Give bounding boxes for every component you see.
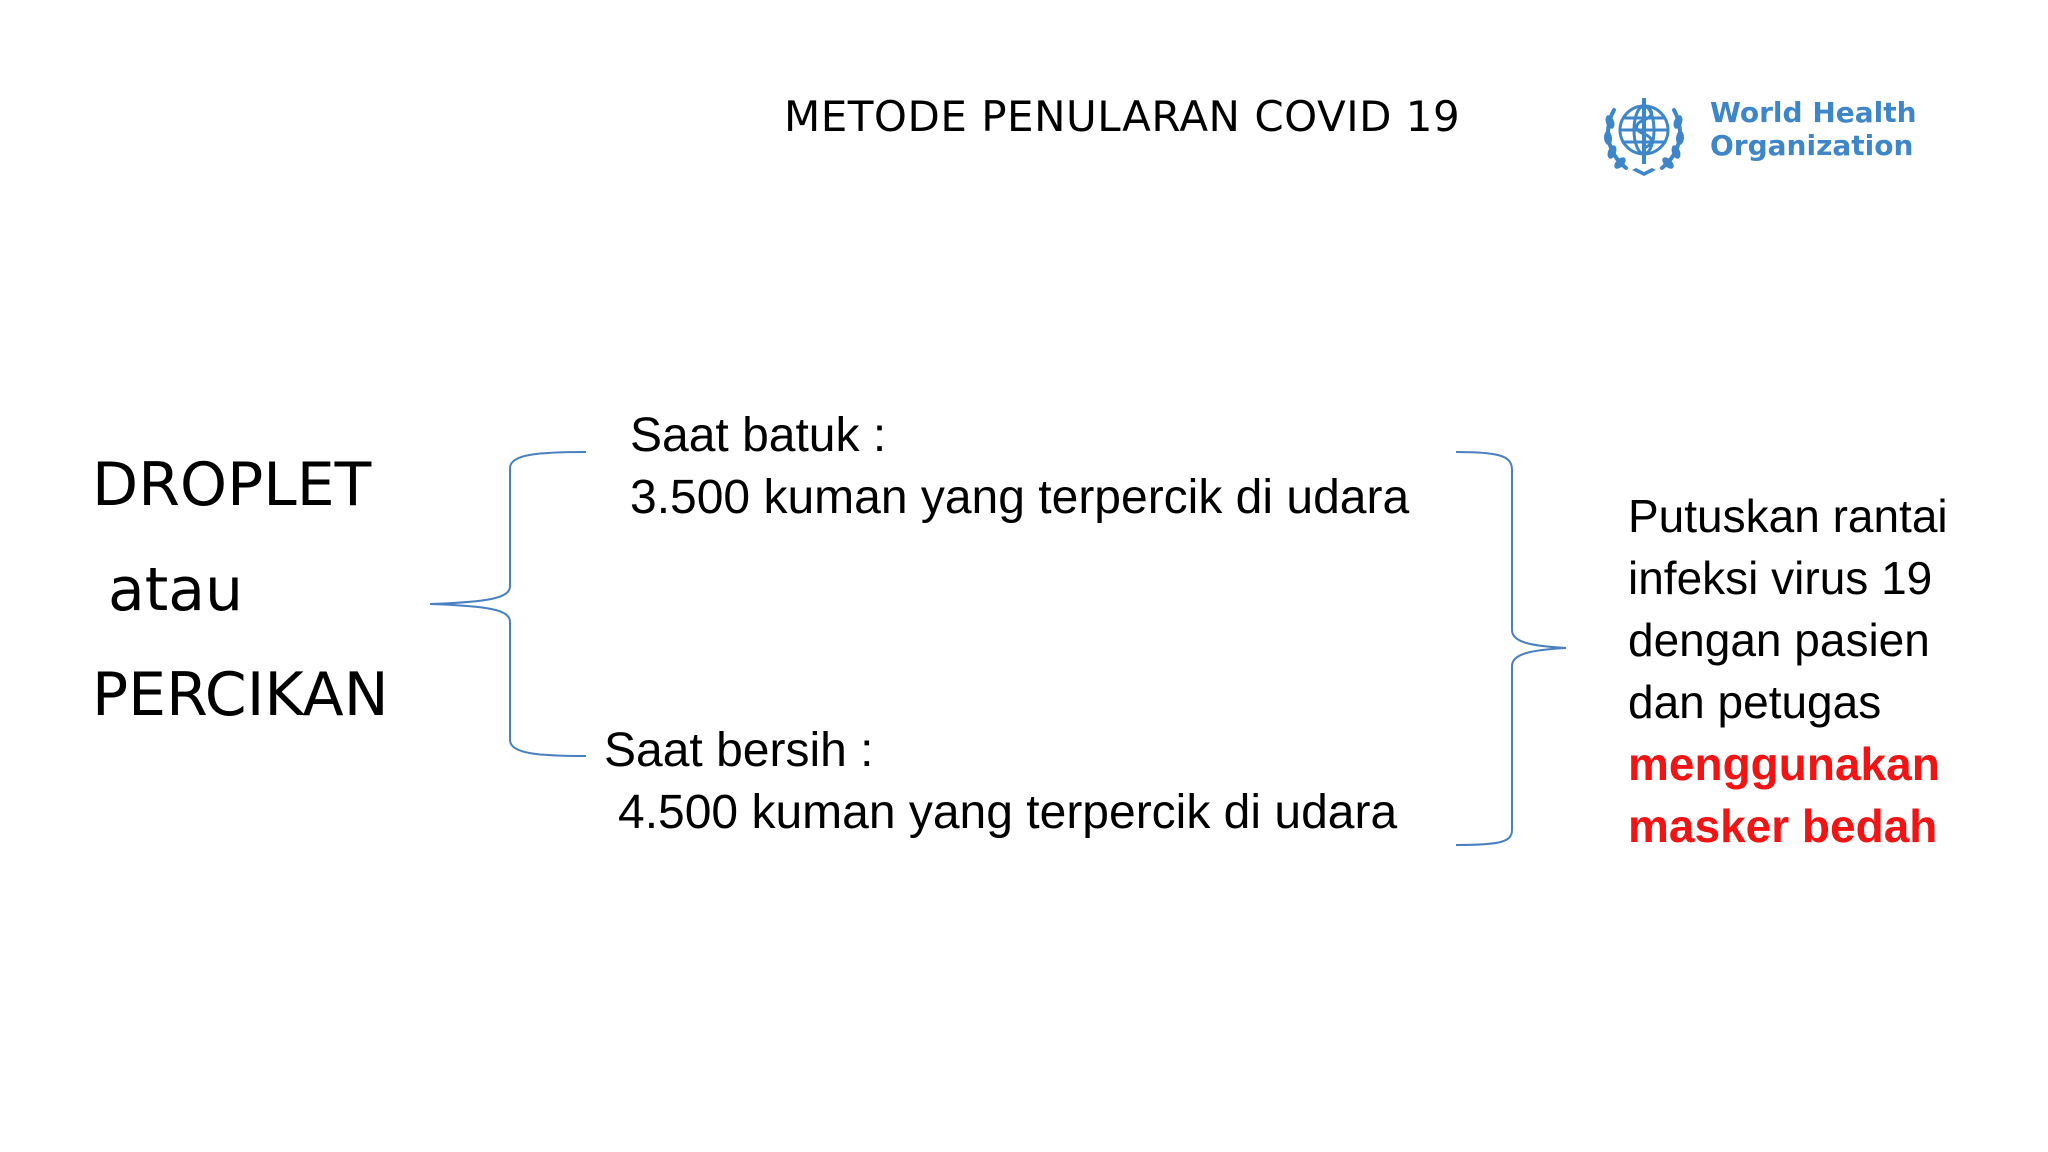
who-logo <box>1598 88 1928 180</box>
who-name <box>1710 96 1917 162</box>
term-atau: atau <box>108 555 244 625</box>
who-name-line2: Organization <box>1710 129 1914 162</box>
conclusion-line: Putuskan rantai <box>1628 490 1948 542</box>
left-brace <box>430 452 586 756</box>
who-name-line1: World Health <box>1710 96 1917 129</box>
conclusion-highlight: menggunakan <box>1628 738 1940 790</box>
case-cough-label: Saat batuk : <box>630 409 887 462</box>
term-droplet: DROPLET <box>92 450 372 520</box>
case-clean-detail: 4.500 kuman yang terpercik di udara <box>618 786 1398 839</box>
who-emblem-icon <box>1598 88 1690 180</box>
case-clean <box>604 720 1397 844</box>
conclusion-line: dengan pasien <box>1628 614 1930 666</box>
conclusion-highlight: masker bedah <box>1628 800 1938 852</box>
right-brace <box>1456 452 1566 845</box>
case-clean-label: Saat bersih : <box>604 724 874 777</box>
conclusion <box>1628 485 1948 857</box>
case-cough <box>630 405 1409 529</box>
slide-title: METODE PENULARAN COVID 19 <box>784 92 1461 141</box>
conclusion-line: dan petugas <box>1628 676 1882 728</box>
conclusion-line: infeksi virus 19 <box>1628 552 1933 604</box>
case-cough-detail: 3.500 kuman yang terpercik di udara <box>630 471 1410 524</box>
term-percikan: PERCIKAN <box>92 660 389 730</box>
